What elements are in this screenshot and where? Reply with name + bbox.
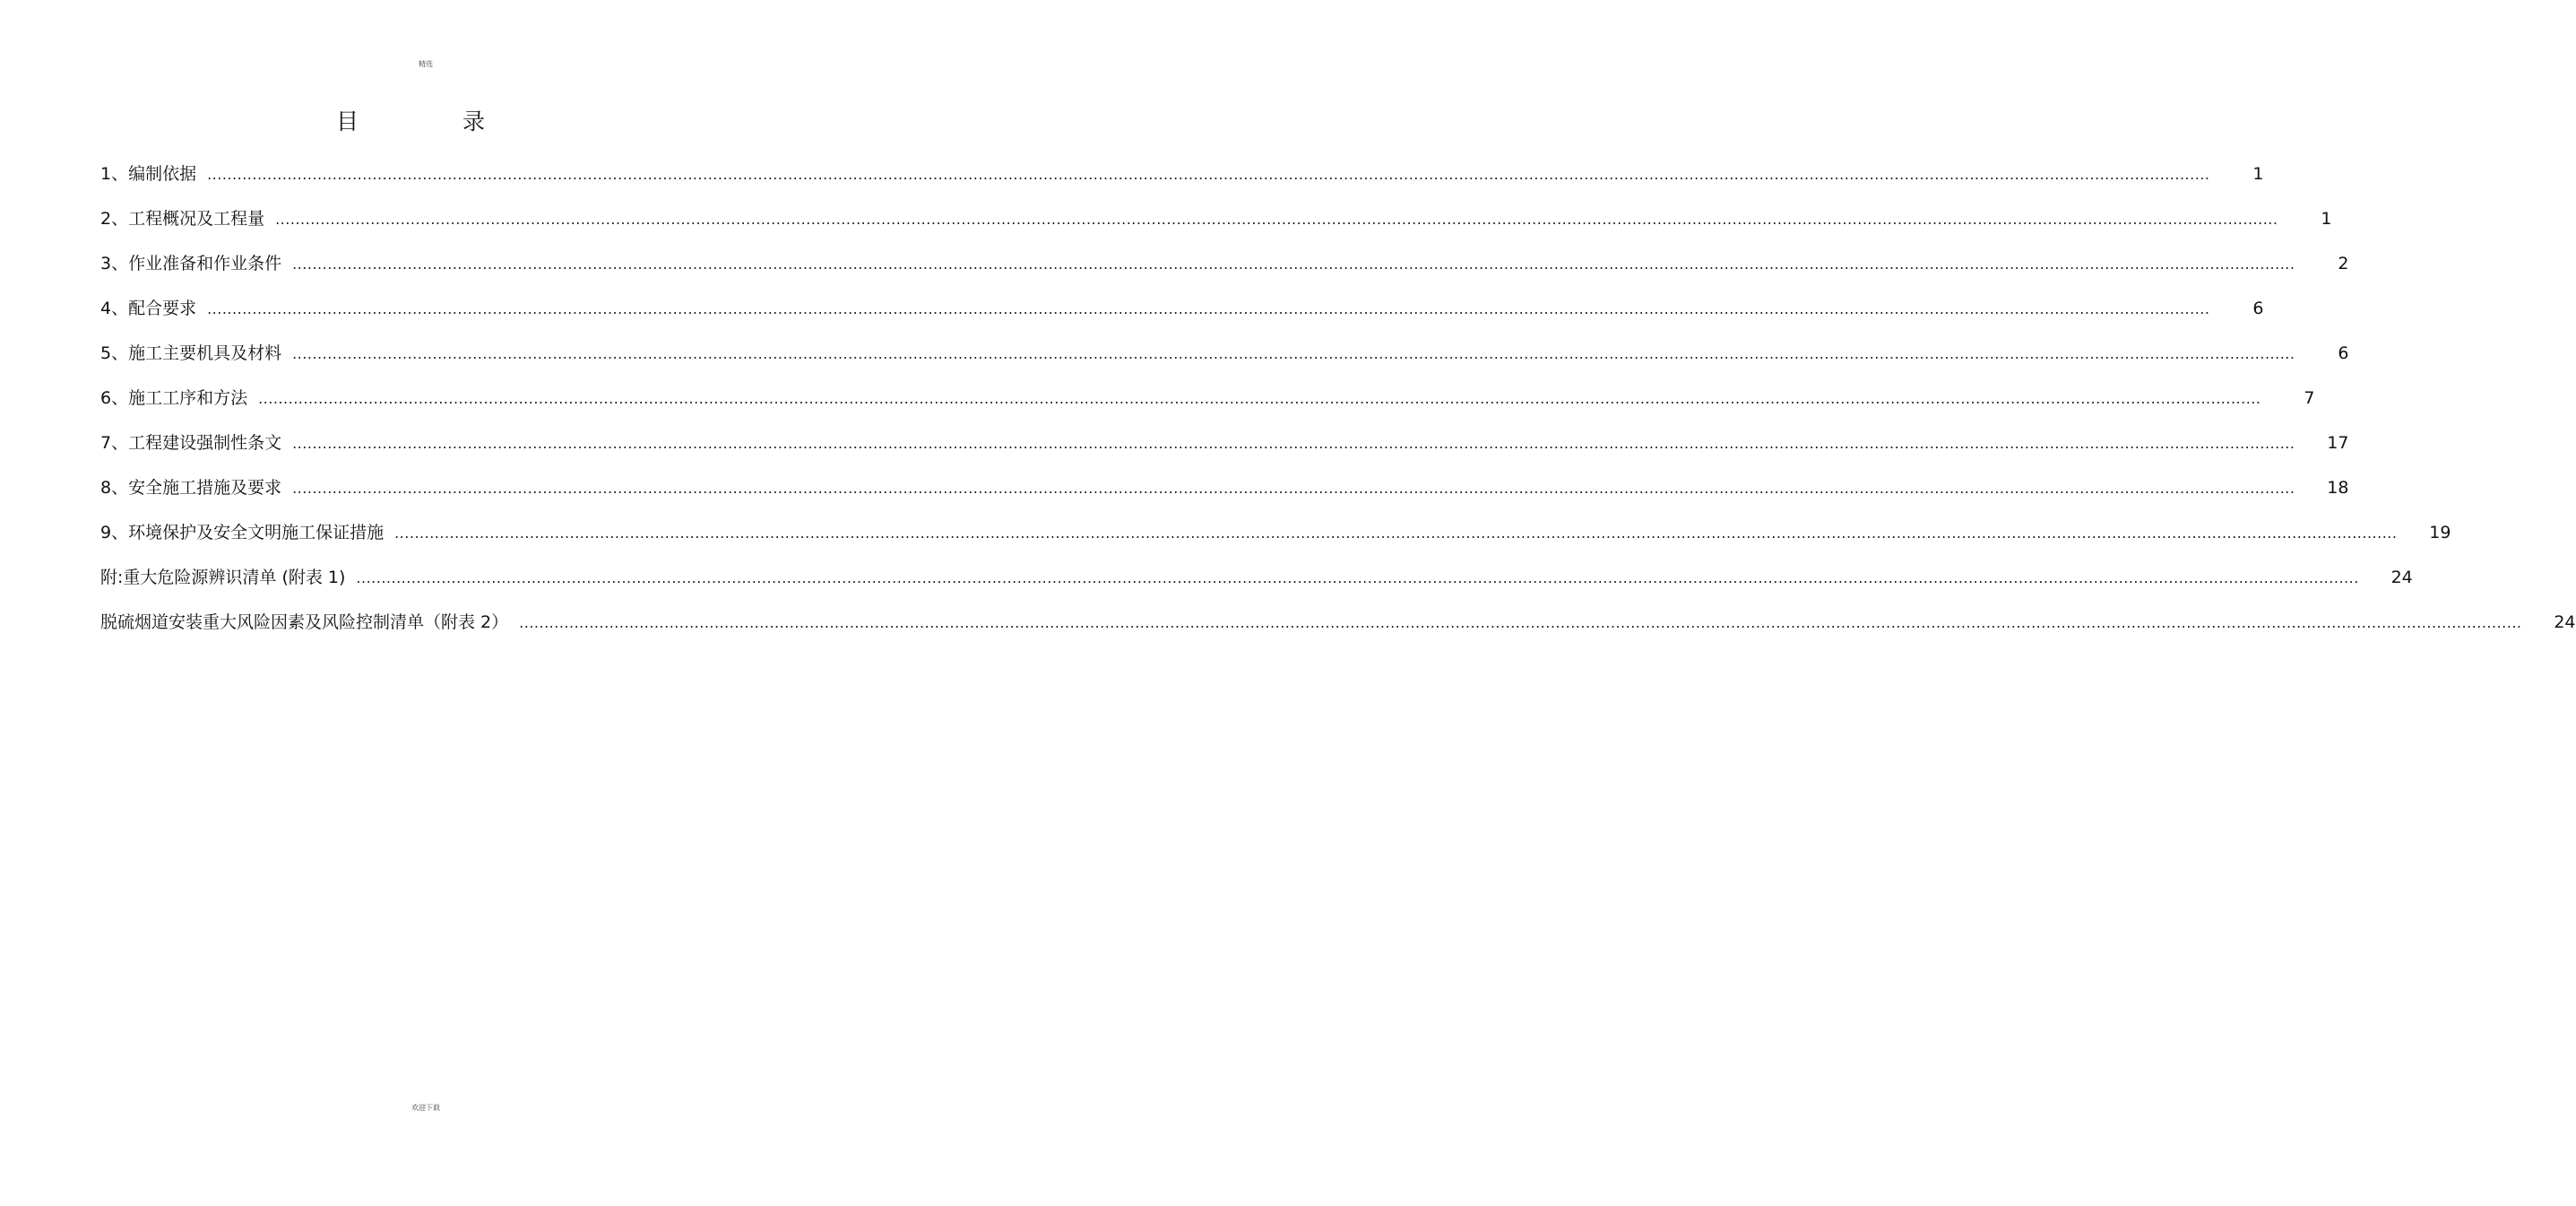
toc-leader-dots: ................................................................................................................................................................................................................................................................................................................................................................................................................ — [292, 256, 2295, 273]
toc-entry[interactable] — [100, 296, 2264, 341]
toc-entry-page: 1 — [2252, 164, 2264, 184]
toc-entry-page: 1 — [2321, 209, 2332, 229]
toc-entry[interactable] — [100, 341, 2349, 386]
toc-leader-dots: ................................................................................................................................................................................................................................................................................................................................................................................................................ — [519, 614, 2522, 631]
toc-entry-page: 6 — [2338, 343, 2349, 363]
toc-leader-dots: ................................................................................................................................................................................................................................................................................................................................................................................................................ — [292, 345, 2295, 362]
toc-entry-page: 2 — [2338, 254, 2349, 273]
toc-entry-label: 脱硫烟道安装重大风险因素及风险控制清单（附表 2） — [100, 612, 509, 632]
toc-entry-page: 18 — [2327, 478, 2349, 498]
toc-entry-label: 8、安全施工措施及要求 — [100, 478, 282, 498]
toc-entry-label: 2、工程概况及工程量 — [100, 209, 265, 229]
table-of-contents — [100, 161, 2576, 655]
toc-leader-dots: ................................................................................................................................................................................................................................................................................................................................................................................................................ — [356, 569, 2359, 586]
toc-entry[interactable] — [100, 610, 2576, 655]
toc-leader-dots: ................................................................................................................................................................................................................................................................................................................................................................................................................ — [258, 390, 2261, 407]
toc-entry[interactable] — [100, 565, 2413, 610]
toc-entry[interactable] — [100, 251, 2349, 296]
toc-entry[interactable] — [100, 161, 2264, 206]
toc-entry-page: 7 — [2304, 388, 2315, 408]
toc-entry-label: 7、工程建设强制性条文 — [100, 433, 282, 453]
header-note: 精选 — [419, 60, 433, 68]
toc-entry[interactable] — [100, 386, 2315, 430]
toc-entry-page: 17 — [2327, 433, 2349, 453]
toc-entry-label: 1、编制依据 — [100, 164, 197, 184]
toc-entry-label: 附:重大危险源辨识清单 (附表 1) — [100, 568, 346, 587]
toc-entry-page: 19 — [2429, 523, 2451, 542]
footer-note: 欢迎下载 — [411, 1104, 440, 1112]
toc-entry-label: 3、作业准备和作业条件 — [100, 254, 282, 273]
toc-entry-page: 24 — [2554, 612, 2576, 632]
toc-entry[interactable] — [100, 475, 2349, 520]
toc-entry[interactable] — [100, 430, 2349, 475]
page-title: 目 录 — [336, 108, 533, 134]
toc-entry-label: 4、配合要求 — [100, 299, 197, 318]
toc-entry-page: 24 — [2390, 568, 2413, 587]
toc-entry-page: 6 — [2252, 299, 2264, 318]
toc-leader-dots: ................................................................................................................................................................................................................................................................................................................................................................................................................ — [292, 435, 2295, 452]
toc-leader-dots: ................................................................................................................................................................................................................................................................................................................................................................................................................ — [292, 480, 2295, 497]
toc-leader-dots: ................................................................................................................................................................................................................................................................................................................................................................................................................ — [275, 211, 2278, 228]
toc-leader-dots: ................................................................................................................................................................................................................................................................................................................................................................................................................ — [394, 525, 2398, 542]
toc-entry-label: 6、施工工序和方法 — [100, 388, 248, 408]
toc-entry[interactable] — [100, 520, 2451, 565]
toc-entry[interactable] — [100, 206, 2332, 251]
toc-leader-dots: ................................................................................................................................................................................................................................................................................................................................................................................................................ — [207, 166, 2210, 183]
toc-leader-dots: ................................................................................................................................................................................................................................................................................................................................................................................................................ — [207, 300, 2210, 317]
toc-entry-label: 9、环境保护及安全文明施工保证措施 — [100, 523, 385, 542]
toc-entry-label: 5、施工主要机具及材料 — [100, 343, 282, 363]
